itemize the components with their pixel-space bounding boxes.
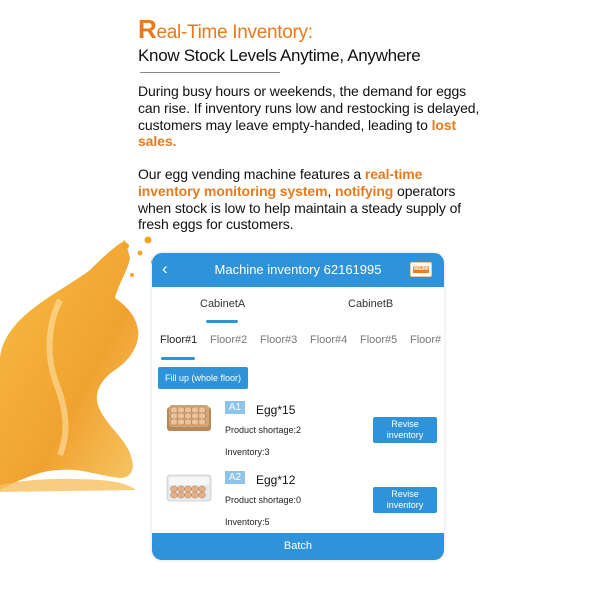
revise-inventory-button[interactable]: Revise inventory — [373, 417, 437, 443]
fill-up-floor-button[interactable]: Fill up (whole floor) — [158, 367, 248, 389]
egg-carton-icon — [166, 469, 212, 505]
tab-floor-3[interactable]: Floor#3 — [260, 334, 298, 346]
tab-cabinet-b[interactable]: CabinetB — [348, 298, 394, 310]
inventory-count: Inventory:5 — [225, 517, 270, 527]
tab-cabinet-a[interactable]: CabinetA — [200, 298, 246, 310]
intro-text: During busy hours or weekends, the demand for eggs can rise. If inventory runs low and restocking is delayed, customers may leave empty-handed, leading to — [138, 83, 480, 133]
feature-text-1: Our egg vending machine features a — [138, 166, 365, 182]
slot-badge: A2 — [225, 471, 245, 484]
brand-logo-text: WEIMI — [413, 266, 429, 272]
back-arrow-icon[interactable]: ‹ — [162, 259, 168, 278]
list-item — [152, 469, 444, 539]
inventory-count: Inventory:3 — [225, 447, 270, 457]
feature-paragraph — [138, 166, 488, 233]
product-shortage: Product shortage:2 — [225, 425, 302, 435]
slot-badge: A1 — [225, 401, 245, 414]
intro-paragraph — [138, 83, 488, 150]
product-name: Egg*15 — [256, 403, 296, 417]
feature-highlight-1: real-time inventory monitoring system — [138, 166, 423, 199]
orange-splash-decoration — [0, 0, 160, 600]
tab-floor-4[interactable]: Floor#4 — [310, 334, 348, 346]
feature-text-3: operators when stock is low to help maintain a steady supply of fresh eggs for customers. — [138, 182, 462, 233]
tab-floor-6[interactable]: Floor# — [410, 334, 442, 346]
divider — [140, 72, 280, 73]
batch-button[interactable]: Batch — [152, 533, 444, 560]
cabinet-tabs — [152, 287, 444, 325]
feature-highlight-2: notifying — [335, 182, 394, 199]
headline-line2: Know Stock Levels Anytime, Anywhere — [138, 46, 421, 65]
product-name: Egg*12 — [256, 473, 296, 487]
headline — [138, 14, 421, 67]
brand-logo — [410, 262, 432, 277]
feature-text-2: , — [327, 182, 336, 199]
tab-floor-5[interactable]: Floor#5 — [360, 334, 398, 346]
tab-floor-2[interactable]: Floor#2 — [210, 334, 248, 346]
cabinet-tab-indicator — [206, 320, 238, 323]
inventory-app-panel — [152, 253, 444, 560]
intro-end: . — [172, 133, 177, 150]
app-title: Machine inventory 62161995 — [214, 262, 382, 277]
headline-cap: R — [138, 14, 157, 44]
tab-floor-1[interactable]: Floor#1 — [160, 334, 198, 346]
revise-inventory-button[interactable]: Revise inventory — [373, 487, 437, 513]
intro-highlight: lost sales — [138, 116, 457, 150]
list-item — [152, 399, 444, 469]
app-header — [152, 253, 444, 287]
floor-tabs — [152, 333, 444, 359]
product-shortage: Product shortage:0 — [225, 495, 302, 505]
headline-line1 — [138, 14, 420, 44]
floor-tab-indicator — [161, 357, 195, 360]
headline-line1-rest: eal-Time Inventory: — [156, 22, 313, 43]
egg-tray-icon — [166, 399, 212, 435]
